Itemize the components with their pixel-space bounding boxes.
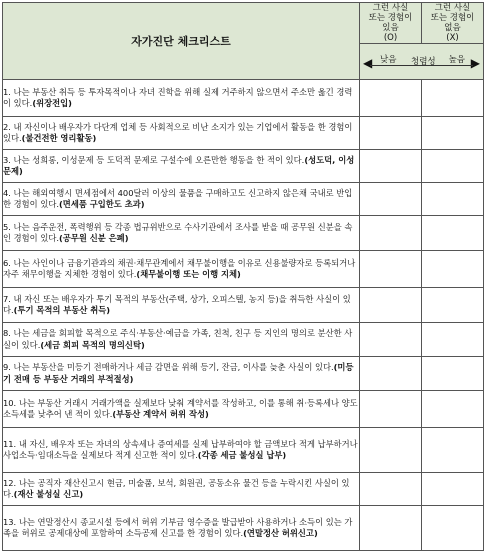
checkbox-cell-no[interactable] bbox=[422, 506, 484, 551]
checklist-row bbox=[3, 428, 484, 473]
item-text: 1. 나는 부동산 취득 등 투자목적이나 자녀 진학을 위해 실제 거주하지 않으면서 주소만 옮긴 경력이 있다. bbox=[3, 86, 353, 108]
item-tag: (재산 불성실 신고) bbox=[13, 489, 84, 499]
checkbox-cell-no[interactable] bbox=[422, 216, 484, 251]
scale-low-label: 낮음 bbox=[380, 55, 397, 65]
arrow-left-icon: ◀ bbox=[363, 56, 373, 70]
checkbox-cell-yes[interactable] bbox=[360, 150, 422, 183]
column-header-no: 그런 사실 또는 경험이 없음 (X) bbox=[422, 3, 484, 44]
item-tag: (세금 회피 목적의 명의신탁) bbox=[40, 339, 145, 350]
item-tag: (각종 세금 불성실 납부) bbox=[197, 450, 287, 460]
checklist-item bbox=[3, 251, 360, 288]
checklist-item bbox=[3, 357, 360, 391]
checklist-row bbox=[3, 391, 484, 428]
self-diagnosis-checklist bbox=[2, 2, 483, 543]
checklist-row bbox=[3, 150, 484, 183]
checklist-item bbox=[3, 150, 360, 183]
checklist-item bbox=[3, 288, 360, 323]
checkbox-cell-no[interactable] bbox=[422, 323, 484, 357]
checkbox-cell-no[interactable] bbox=[422, 288, 484, 323]
checkbox-cell-no[interactable] bbox=[422, 251, 484, 288]
checklist-table bbox=[2, 2, 484, 551]
item-text: 6. 나는 사인이나 금융기관과의 채권·채무관계에서 채무불이행을 이유로 신용불량자로 등록되거나 자주 채무이행을 지체한 경험이 있다. bbox=[3, 257, 356, 279]
item-text: 10. 나는 부동산 거래시 거래가액을 실제보다 낮춰 계약서를 작성하고, 이를 통해 취·등록세나 양도소득세를 낮추어 낸 적이 있다. bbox=[3, 397, 358, 419]
item-text: 3. 나는 성희롱, 이성문제 등 도덕적 문제로 구설수에 오른만한 행동을 한 적이 있다. bbox=[3, 154, 305, 165]
checkbox-cell-yes[interactable] bbox=[360, 357, 422, 391]
item-tag: (채무불이행 또는 이행 지체) bbox=[136, 269, 241, 279]
checkbox-cell-yes[interactable] bbox=[360, 80, 422, 117]
item-text: 11. 내 자신, 배우자 또는 자녀의 상속세나 증여세를 실제 납부하여야 할 금액보다 적게 납부하거나 사업소득·임대소득을 실제보다 적게 신고한 적이 있다. bbox=[3, 438, 358, 460]
item-tag: (성도덕, 이성문제) bbox=[3, 154, 355, 176]
checklist-row bbox=[3, 117, 484, 150]
checkbox-cell-yes[interactable] bbox=[360, 391, 422, 428]
checkbox-cell-yes[interactable] bbox=[360, 117, 422, 150]
checklist-row bbox=[3, 251, 484, 288]
checklist-row bbox=[3, 80, 484, 117]
item-text: 2. 내 자신이나 배우자가 다단계 업체 등 사회적으로 비난 소지가 있는 기업에서 활동을 한 경험이 있다. bbox=[3, 121, 353, 143]
checkbox-cell-yes[interactable] bbox=[360, 216, 422, 251]
integrity-scale bbox=[360, 44, 484, 80]
checklist-item bbox=[3, 506, 360, 551]
checklist-item bbox=[3, 80, 360, 117]
item-text: 7. 내 자신 또는 배우자가 투기 목적의 부동산(주택, 상가, 오피스텔, 농지 등)을 취득한 사실이 있다. bbox=[3, 293, 351, 315]
arrow-right-icon: ▶ bbox=[470, 56, 480, 70]
scale-line bbox=[370, 65, 473, 66]
checkbox-cell-no[interactable] bbox=[422, 391, 484, 428]
checkbox-cell-no[interactable] bbox=[422, 183, 484, 216]
checkbox-cell-no[interactable] bbox=[422, 150, 484, 183]
checkbox-cell-yes[interactable] bbox=[360, 183, 422, 216]
checkbox-cell-no[interactable] bbox=[422, 117, 484, 150]
checklist-item bbox=[3, 428, 360, 473]
checklist-item bbox=[3, 117, 360, 150]
item-text: 4. 나는 해외여행시 면세점에서 400달러 이상의 물품을 구매하고도 신고하지 않은채 국내로 반입한 경험이 있다. bbox=[3, 187, 353, 209]
checklist-item bbox=[3, 473, 360, 506]
checkbox-cell-yes[interactable] bbox=[360, 506, 422, 551]
scale-high-label: 높음 bbox=[448, 55, 465, 65]
item-tag: (면세품 구입한도 초과) bbox=[59, 199, 145, 209]
checklist-row bbox=[3, 323, 484, 357]
checklist-item bbox=[3, 391, 360, 428]
checkbox-cell-yes[interactable] bbox=[360, 323, 422, 357]
checkbox-cell-no[interactable] bbox=[422, 428, 484, 473]
item-text: 13. 나는 연말정산시 종교시설 등에서 허위 기부금 영수증을 발급받아 사용하거나 소득이 있는 가족을 허위로 공제대상에 포함하여 소득공제 신고를 한 경험이 있다. bbox=[3, 516, 353, 538]
checklist-item bbox=[3, 216, 360, 251]
item-tag: (미등기 전매 등 부동산 거래의 부적절성) bbox=[3, 362, 354, 384]
checkbox-cell-yes[interactable] bbox=[360, 251, 422, 288]
checklist-title: 자가진단 체크리스트 bbox=[3, 3, 360, 80]
item-text: 5. 나는 음주운전, 폭력행위 등 각종 법규위반으로 수사기관에서 조사를 받을 때 공무원 신분을 속인 경험이 있다. bbox=[3, 221, 353, 243]
checkbox-cell-yes[interactable] bbox=[360, 288, 422, 323]
checkbox-cell-yes[interactable] bbox=[360, 428, 422, 473]
checklist-row bbox=[3, 357, 484, 391]
checkbox-cell-no[interactable] bbox=[422, 80, 484, 117]
checklist-row bbox=[3, 473, 484, 506]
item-text: 9. 나는 부동산을 미등기 전매하거나 세금 감면을 위해 등기, 잔금, 이사를 늦춘 사실이 있다. bbox=[3, 362, 334, 372]
item-tag: (부동산 계약서 허위 작성) bbox=[112, 409, 209, 419]
checklist-row bbox=[3, 288, 484, 323]
checklist-item bbox=[3, 323, 360, 357]
item-tag: (공무원 신분 은폐) bbox=[59, 233, 129, 243]
item-text: 8. 나는 세금을 회피할 목적으로 주식·부동산·예금을 가족, 친척, 친구 등 지인의 명의로 분산한 사실이 있다. bbox=[3, 328, 353, 350]
item-tag: (불건전한 영리활동) bbox=[21, 133, 97, 143]
checkbox-cell-yes[interactable] bbox=[360, 473, 422, 506]
column-header-yes: 그런 사실 또는 경험이 있음 (O) bbox=[360, 3, 422, 44]
checklist-row bbox=[3, 506, 484, 551]
checklist-item bbox=[3, 183, 360, 216]
scale-mid-label: 청렴성 bbox=[411, 57, 436, 67]
checklist-row bbox=[3, 216, 484, 251]
checklist-row bbox=[3, 183, 484, 216]
item-tag: (연말정산 허위신고) bbox=[243, 528, 318, 538]
checkbox-cell-no[interactable] bbox=[422, 473, 484, 506]
checkbox-cell-no[interactable] bbox=[422, 357, 484, 391]
item-tag: (위장전입) bbox=[32, 98, 72, 108]
item-text: 12. 나는 공직자 재산신고시 현금, 미술품, 보석, 회원권, 공동소유 물건 등을 누락시킨 사실이 있다. bbox=[3, 477, 350, 499]
item-tag: (투기 목적의 부동산 취득) bbox=[13, 305, 111, 315]
